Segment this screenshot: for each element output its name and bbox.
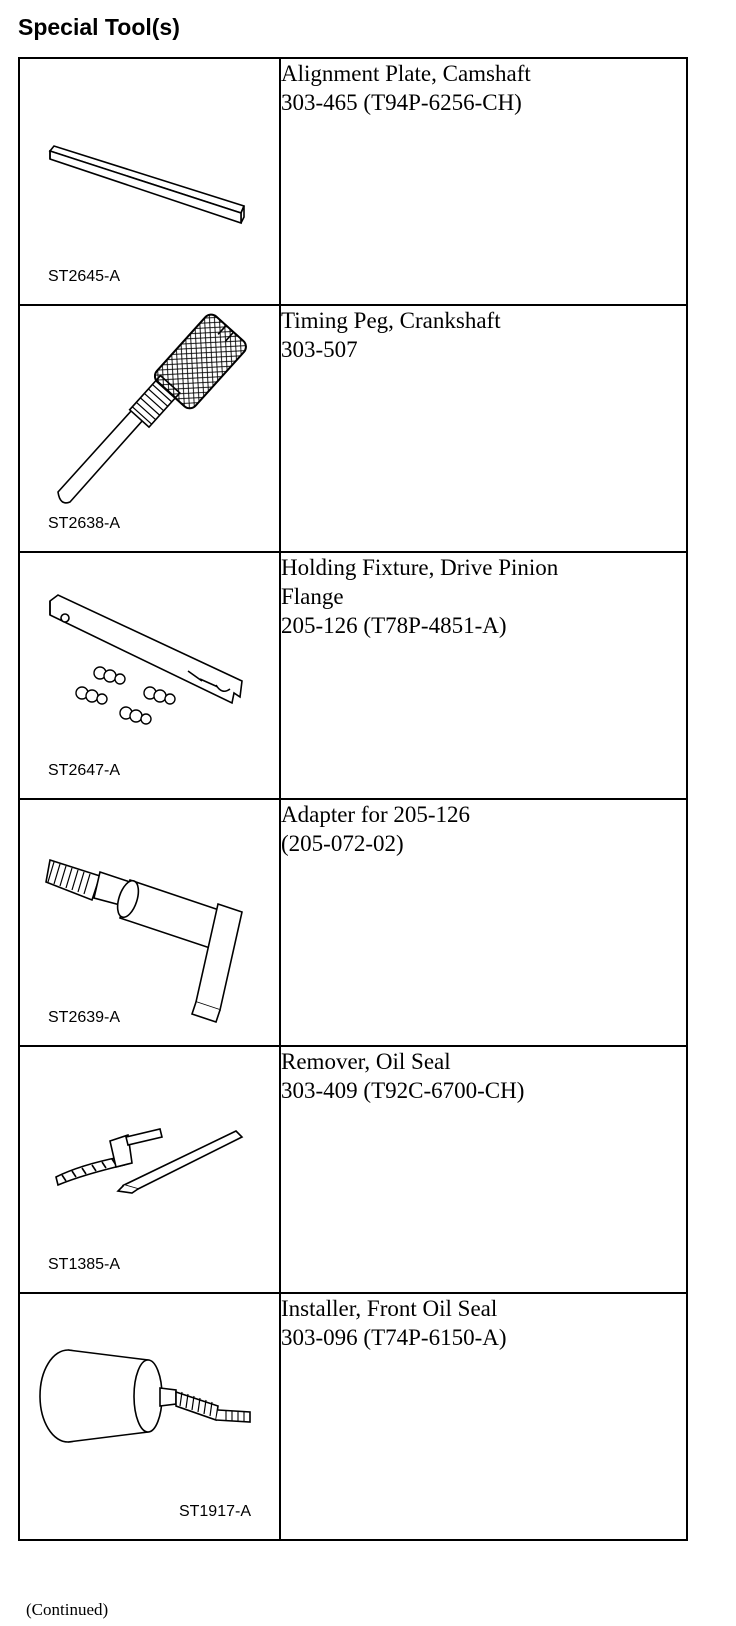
illustration-code: ST2639-A [48, 1009, 121, 1026]
tool-number: (205-072-02) [281, 831, 404, 856]
special-tools-table [18, 57, 688, 1541]
tool-row [19, 799, 687, 1046]
tool-name: Alignment Plate, Camshaft [281, 61, 531, 86]
tool-row [19, 1293, 687, 1540]
tool-extra: 205-126 (T78P-4851-A) [281, 613, 507, 638]
illustration-code: ST2647-A [48, 762, 121, 779]
tool-number: 303-465 (T94P-6256-CH) [281, 90, 522, 115]
tool-name: Timing Peg, Crankshaft [281, 308, 501, 333]
tool-illustration-cell [19, 1046, 280, 1293]
tool-illustration-cell [19, 305, 280, 552]
tool-illustration-cell [19, 1293, 280, 1540]
tool-name: Holding Fixture, Drive Pinion [281, 555, 559, 580]
tool-illustration-cell [19, 552, 280, 799]
tool-description-cell [280, 1293, 687, 1540]
tool-row [19, 58, 687, 305]
tool-row [19, 305, 687, 552]
page-heading: Special Tool(s) [18, 14, 180, 40]
tool-illustration-cell [19, 799, 280, 1046]
tool-name: Installer, Front Oil Seal [281, 1296, 498, 1321]
tool-name: Remover, Oil Seal [281, 1049, 451, 1074]
tool-number: 303-096 (T74P-6150-A) [281, 1325, 507, 1350]
tool-description-cell [280, 58, 687, 305]
illustration-code: ST2645-A [48, 268, 121, 285]
tool-name: Adapter for 205-126 [281, 802, 471, 827]
tool-number: 303-507 [281, 337, 358, 362]
tool-description-cell [280, 552, 687, 799]
tool-row [19, 552, 687, 799]
continued-note: (Continued) [26, 1600, 109, 1619]
tool-description-cell [280, 305, 687, 552]
tool-description-cell [280, 1046, 687, 1293]
tool-number: Flange [281, 584, 344, 609]
tool-description-cell [280, 799, 687, 1046]
illustration-code: ST1385-A [48, 1256, 121, 1273]
tool-illustration-cell [19, 58, 280, 305]
tool-row [19, 1046, 687, 1293]
illustration-code: ST1917-A [178, 1503, 251, 1520]
illustration-code: ST2638-A [48, 515, 121, 532]
tool-number: 303-409 (T92C-6700-CH) [281, 1078, 525, 1103]
